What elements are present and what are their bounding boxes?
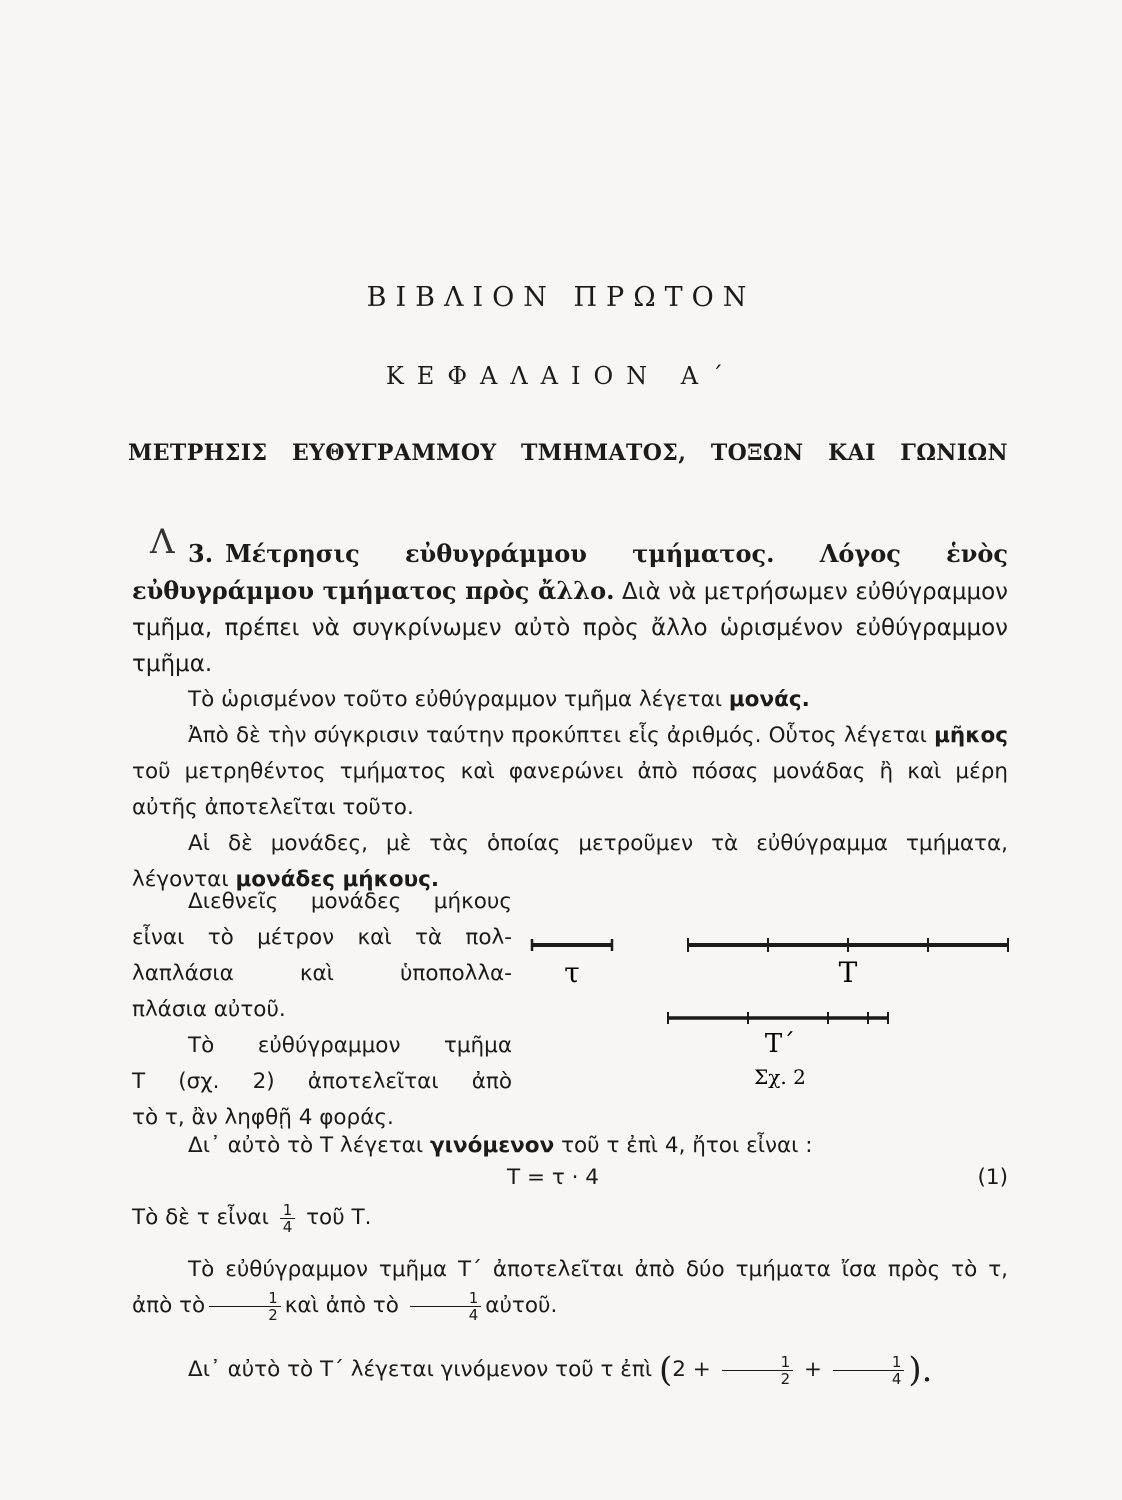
- column-line: Διεθνεῖς μονάδες μήκους: [188, 889, 512, 914]
- label-T: Τ: [838, 956, 858, 989]
- section-3-intro: [132, 536, 1008, 898]
- term-monades-mikous: μονάδες μήκους.: [235, 867, 440, 892]
- product-paragraph: [132, 1128, 1008, 1164]
- expr-two: 2 +: [672, 1357, 711, 1382]
- paragraph-text: Ἀπὸ δὲ τὴν σύγκρισιν ταύτην προκύπτει εἷς ἀριθμός. Οὗτος λέγεται: [188, 723, 935, 748]
- equation-number: (1): [977, 1165, 1008, 1190]
- equation-body: Τ = τ · 4: [507, 1165, 599, 1190]
- paragraph-text: τοῦ Τ.: [306, 1205, 372, 1230]
- margin-mark: Λ: [150, 522, 175, 562]
- plus-sign: +: [804, 1357, 823, 1382]
- book-title: ΒΙΒΛΙΟΝ ΠΡΩΤΟΝ: [366, 282, 756, 313]
- paragraph-text: Τὸ δὲ τ εἶναι: [132, 1205, 269, 1230]
- fraction-numerator: 1: [268, 1288, 278, 1307]
- fraction-quarter: [833, 1354, 905, 1387]
- figure-2: [520, 920, 1010, 1100]
- unit-paragraph: [132, 682, 1008, 718]
- t-prime-text: [132, 1252, 1008, 1324]
- column-line: πλάσια αὐτοῦ.: [132, 997, 286, 1022]
- paragraph-text: Αἱ δὲ μονάδες, μὲ τὰς ὁποίας μετροῦμεν τὰ εὐθύγραμμα τμήματα, λέγονται: [132, 831, 1008, 892]
- label-tau: τ: [564, 956, 580, 989]
- product-line: [132, 1128, 1008, 1164]
- paragraph-text: Δι᾽ αὐτὸ τὸ Τ λέγεται: [188, 1133, 430, 1158]
- left-paren: (: [658, 1350, 673, 1390]
- paragraph-text: αὐτοῦ.: [485, 1293, 558, 1318]
- section-title: Μέτρησις εὐθυγράμμου τμήματος. Λόγος ἑνὸς εὐθυγράμμου τμήματος πρὸς ἄλλο.: [132, 539, 1008, 605]
- fraction-quarter: [410, 1290, 482, 1323]
- paragraph-text: Τὸ ὡρισμένον τοῦτο εὐθύγραμμον τμῆμα λέγεται: [188, 687, 729, 712]
- column-line: τὸ τ, ἂν ληφθῇ 4 φοράς.: [132, 1105, 394, 1130]
- column-line: Τὸ εὐθύγραμμον τμῆμα: [188, 1033, 512, 1058]
- fraction-numerator: 1: [780, 1352, 791, 1371]
- fraction-numerator: 1: [282, 1200, 293, 1219]
- right-paren: ).: [908, 1350, 933, 1390]
- fraction-half: [722, 1354, 794, 1387]
- section-number: 3.: [188, 539, 214, 568]
- fraction-denominator: 4: [280, 1218, 296, 1235]
- fraction: [280, 1202, 296, 1235]
- segment-T: [688, 938, 1008, 952]
- fraction-paragraph: [132, 1200, 1008, 1236]
- left-column-text: [132, 884, 512, 1136]
- section-heading: ΜΕΤΡΗΣΙΣ ΕΥΘΥΓΡΑΜΜΟΥ ΤΜΗΜΑΤΟΣ, ΤΟΞΩΝ ΚΑΙ ΓΩΝΙΩΝ: [128, 440, 1008, 466]
- fraction-half: [209, 1290, 281, 1323]
- column-line: Τ (σχ. 2) ἀποτελεῖται ἀπὸ: [132, 1069, 512, 1094]
- column-line: εἶναι τὸ μέτρον καὶ τὰ πολ-: [132, 925, 512, 950]
- paragraph-text: Διὰ νὰ μετρήσωμεν εὐθύγραμμον τμῆμα, πρέπει νὰ συγκρίνωμεν αὐτὸ πρὸς ἄλλο ὡρισμένον εὐθύγραμμον τμῆμα.: [132, 579, 1009, 677]
- paragraph-text: τοῦ μετρηθέντος τμήματος καὶ φανερώνει ἀπὸ πόσας μονάδας ἢ καὶ μέρη αὐτῆς ἀποτελεῖται τοῦτο.: [132, 759, 1008, 820]
- fraction-denominator: 4: [410, 1306, 482, 1323]
- fraction-denominator: 2: [722, 1370, 794, 1387]
- fraction-numerator: 1: [891, 1352, 902, 1371]
- term-mikos: μῆκος: [934, 723, 1008, 748]
- fraction-denominator: 4: [833, 1370, 905, 1387]
- final-line: [132, 1352, 1008, 1388]
- final-paragraph: [132, 1352, 1008, 1388]
- paragraph-text: Τὸ εὐθύγραμμον τμῆμα Τ΄ ἀποτελεῖται ἀπὸ δύο τμήματα ἴσα πρὸς τὸ τ, ἀπὸ τὸ: [132, 1257, 1008, 1318]
- fraction-line: [132, 1200, 1008, 1236]
- paragraph-text: τοῦ τ ἐπὶ 4, ἤτοι εἶναι :: [554, 1133, 813, 1158]
- equation-1: [132, 1160, 1008, 1196]
- section-3-paragraph: [132, 536, 1008, 682]
- paragraph-text: Δι᾽ αὐτὸ τὸ Τ΄ λέγεται γινόμενον τοῦ τ ἐπὶ: [188, 1357, 653, 1382]
- segment-T-prime: [668, 1012, 888, 1024]
- fraction-denominator: 2: [209, 1306, 281, 1323]
- term-ginomenon: γινόμενον: [429, 1133, 555, 1158]
- figure-caption: Σχ. 2: [754, 1065, 806, 1089]
- chapter-title: ΚΕΦΑΛΑΙΟΝ Α΄: [385, 362, 737, 390]
- paragraph-text: καὶ ἀπὸ τὸ: [284, 1293, 399, 1318]
- term-monas: μονάς.: [728, 687, 810, 712]
- t-prime-paragraph: [132, 1252, 1008, 1324]
- length-paragraph: [132, 718, 1008, 826]
- column-line: λαπλάσια καὶ ὑποπολλα-: [132, 961, 512, 986]
- label-T-prime: Τ΄: [764, 1029, 796, 1059]
- fraction-numerator: 1: [468, 1288, 479, 1307]
